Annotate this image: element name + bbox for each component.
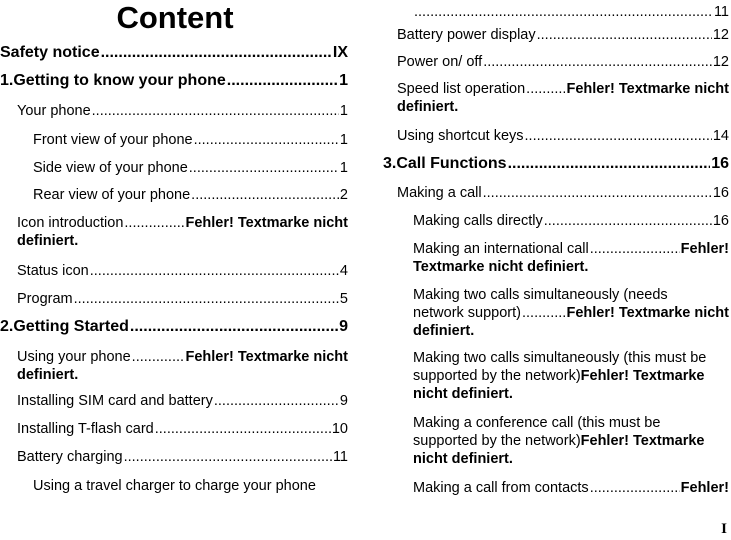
toc-entry-line xyxy=(17,420,348,438)
toc-entry[interactable] xyxy=(0,72,348,90)
toc-entry-title-cont: network support) xyxy=(413,305,521,321)
toc-entry-title: Safety notice xyxy=(0,44,100,61)
toc-entry-line xyxy=(383,155,729,173)
toc-entry-line xyxy=(0,318,348,336)
toc-entry[interactable] xyxy=(17,448,348,466)
toc-entry-title: Making a call from contacts xyxy=(413,480,589,496)
toc-entry[interactable] xyxy=(397,53,729,71)
toc-entry-title: Power on/ off xyxy=(397,54,483,70)
toc-page-ref: 16 xyxy=(711,155,729,172)
toc-entry-title: Using shortcut keys xyxy=(397,128,524,144)
toc-page-ref: 4 xyxy=(339,263,348,279)
toc-entry-title: Using a travel charger to charge your phone xyxy=(33,478,316,494)
toc-entry-title: Making two calls simultaneously (needs xyxy=(413,287,668,303)
toc-page-ref: 5 xyxy=(339,291,348,307)
toc-page-ref: Fehler! Textmarke nicht xyxy=(185,349,348,365)
dot-leader xyxy=(526,80,565,98)
toc-entry-line xyxy=(413,432,729,450)
toc-entry-line xyxy=(33,159,348,177)
toc-entry[interactable] xyxy=(17,392,348,410)
toc-entry-line xyxy=(397,184,729,202)
toc-page-ref: 14 xyxy=(712,128,729,144)
toc-entry-title: Installing SIM card and battery xyxy=(17,393,213,409)
dot-leader xyxy=(130,318,338,336)
toc-entry-line xyxy=(413,240,729,258)
toc-entry[interactable] xyxy=(397,184,729,202)
toc-entry-title: Making an international call xyxy=(413,241,589,257)
toc-entry-title: Making a conference call (this must be xyxy=(413,415,661,431)
toc-entry[interactable] xyxy=(413,240,729,276)
toc-entry-title: Installing T-flash card xyxy=(17,421,154,437)
dot-leader xyxy=(414,3,713,21)
toc-entry-title: 2.Getting Started xyxy=(0,318,129,335)
toc-page-ref-cont: definiert. xyxy=(17,367,79,383)
toc-entry[interactable] xyxy=(383,155,729,173)
toc-page-ref-cont: definiert. xyxy=(413,323,475,339)
toc-entry-line xyxy=(33,477,348,495)
dot-leader xyxy=(483,53,712,71)
toc-entry-line xyxy=(17,214,348,232)
toc-page-ref-cont: definiert. xyxy=(17,233,79,249)
toc-entry[interactable] xyxy=(33,131,348,149)
toc-entry[interactable] xyxy=(413,349,729,403)
toc-entry-line xyxy=(413,367,729,385)
toc-page-ref: 1 xyxy=(339,72,348,89)
dot-leader xyxy=(124,448,332,466)
toc-entry-title: Icon introduction xyxy=(17,215,124,231)
page-number: I xyxy=(721,521,727,537)
dot-leader xyxy=(124,214,184,232)
toc-entry-line xyxy=(413,212,729,230)
toc-page-ref: Fehler! xyxy=(680,480,729,496)
toc-entry-title: Program xyxy=(17,291,73,307)
toc-entry-title: 1.Getting to know your phone xyxy=(0,72,226,89)
toc-entry-line xyxy=(33,186,348,204)
toc-entry-line xyxy=(17,348,348,366)
dot-leader xyxy=(590,479,680,497)
toc-page-ref: 16 xyxy=(712,185,729,201)
dot-leader xyxy=(92,102,339,120)
toc-page-ref: 11 xyxy=(332,449,348,465)
dot-leader xyxy=(155,420,331,438)
dot-leader xyxy=(132,348,185,366)
toc-entry-line xyxy=(33,131,348,149)
toc-entry[interactable] xyxy=(413,3,729,21)
toc-page-ref: 11 xyxy=(713,4,729,20)
toc-entry-title: Making a call xyxy=(397,185,482,201)
toc-page-ref-cont: nicht definiert. xyxy=(413,451,513,467)
toc-page-ref: 12 xyxy=(712,27,729,43)
toc-entry[interactable] xyxy=(33,477,348,495)
toc-entry-title: Front view of your phone xyxy=(33,132,193,148)
toc-page-ref-cont: definiert. xyxy=(397,99,459,115)
toc-page-ref: Fehler! Textmarke nicht xyxy=(566,305,729,321)
toc-page-ref: 1 xyxy=(339,132,348,148)
toc-entry-title-cont: supported by the network) xyxy=(413,368,581,384)
toc-entry-line xyxy=(0,44,348,62)
toc-entry-line xyxy=(17,290,348,308)
toc-entry[interactable] xyxy=(397,26,729,44)
toc-entry-title: Speed list operation xyxy=(397,81,526,97)
toc-entry[interactable] xyxy=(33,186,348,204)
toc-entry[interactable] xyxy=(33,159,348,177)
toc-entry-title: 3.Call Functions xyxy=(383,155,507,172)
toc-entry-line xyxy=(413,304,729,322)
dot-leader xyxy=(544,212,712,230)
dot-leader xyxy=(227,72,338,90)
toc-entry[interactable] xyxy=(17,420,348,438)
dot-leader xyxy=(590,240,680,258)
toc-page-ref: IX xyxy=(332,44,348,61)
toc-entry-line xyxy=(397,26,729,44)
toc-page-ref: 16 xyxy=(712,213,729,229)
dot-leader xyxy=(525,127,712,145)
toc-entry-title: Making two calls simultaneously (this must be xyxy=(413,350,707,366)
toc-page-ref: 12 xyxy=(712,54,729,70)
toc-entry[interactable] xyxy=(413,286,729,340)
toc-page-ref: 9 xyxy=(339,318,348,335)
toc-entry-title: Rear view of your phone xyxy=(33,187,191,203)
toc-page-ref: 2 xyxy=(339,187,348,203)
toc-entry-line xyxy=(413,479,729,497)
toc-page-ref: Fehler! Textmarke nicht xyxy=(566,81,729,97)
dot-leader xyxy=(483,184,712,202)
dot-leader xyxy=(522,304,565,322)
toc-page-ref: Fehler! Textmarke xyxy=(580,433,705,449)
toc-entry-line xyxy=(17,392,348,410)
toc-entry[interactable] xyxy=(413,212,729,230)
toc-entry-title-cont: supported by the network) xyxy=(413,433,581,449)
toc-entry-title: Making calls directly xyxy=(413,213,543,229)
dot-leader xyxy=(74,290,339,308)
toc-page-ref: 1 xyxy=(339,103,348,119)
toc-entry-line xyxy=(397,127,729,145)
dot-leader xyxy=(191,186,339,204)
toc-page-ref-cont: nicht definiert. xyxy=(413,386,513,402)
toc-entry-line xyxy=(397,80,729,98)
toc-entry[interactable] xyxy=(17,102,348,120)
dot-leader xyxy=(101,44,332,62)
dot-leader xyxy=(189,159,339,177)
toc-entry[interactable] xyxy=(413,414,729,468)
toc-entry-title: Your phone xyxy=(17,103,91,119)
toc-entry[interactable] xyxy=(397,80,729,116)
toc-entry-title: Battery charging xyxy=(17,449,123,465)
toc-entry[interactable] xyxy=(17,290,348,308)
dot-leader xyxy=(537,26,712,44)
toc-entry-line xyxy=(397,53,729,71)
toc-page-ref: 1 xyxy=(339,160,348,176)
toc-entry[interactable] xyxy=(17,214,348,250)
dot-leader xyxy=(508,155,711,173)
dot-leader xyxy=(194,131,339,149)
toc-entry-title: Battery power display xyxy=(397,27,536,43)
toc-page-ref: 10 xyxy=(331,421,348,437)
toc-page-ref: Fehler! Textmarke nicht xyxy=(185,215,348,231)
toc-entry[interactable] xyxy=(413,479,729,497)
toc-entry-title: Using your phone xyxy=(17,349,131,365)
toc-entry-line xyxy=(17,262,348,280)
toc-entry-line xyxy=(0,72,348,90)
toc-entry-line xyxy=(17,102,348,120)
toc-entry-title: Status icon xyxy=(17,263,89,279)
toc-entry-title: Side view of your phone xyxy=(33,160,188,176)
toc-entry-line xyxy=(413,3,729,21)
toc-entry-line xyxy=(17,448,348,466)
toc-page-ref: Fehler! Textmarke xyxy=(580,368,705,384)
toc-entry[interactable] xyxy=(17,348,348,384)
dot-leader xyxy=(90,262,339,280)
toc-page-ref: Fehler! xyxy=(680,241,729,257)
toc-entry[interactable] xyxy=(0,318,348,336)
toc-entry[interactable] xyxy=(0,44,348,62)
toc-page-ref-cont: Textmarke nicht definiert. xyxy=(413,259,589,275)
toc-entry[interactable] xyxy=(397,127,729,145)
page-title: Content xyxy=(116,0,234,35)
toc-entry[interactable] xyxy=(17,262,348,280)
dot-leader xyxy=(214,392,339,410)
toc-page-ref: 9 xyxy=(339,393,348,409)
